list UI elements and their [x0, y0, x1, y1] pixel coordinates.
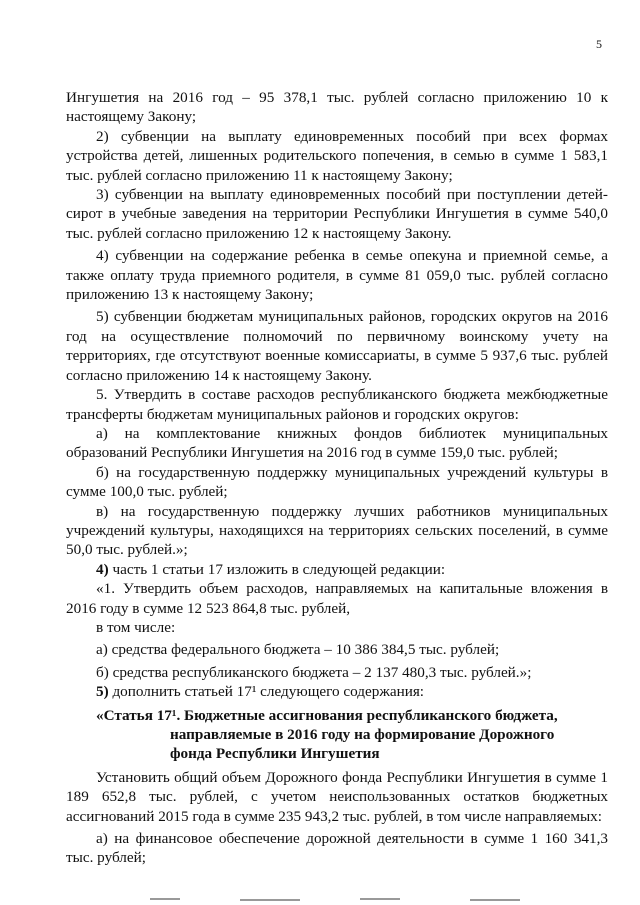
article-heading-line-2: направляемые в 2016 году на формирование Дорожного — [170, 726, 555, 743]
scan-artifact — [360, 898, 400, 900]
paragraph-subitem-v: в) на государственную поддержку лучших работников муниципальных учреждений культуры, находящихся на территориях сельских поселений, в сумме 50,0 тыс. рублей.»; — [66, 502, 608, 559]
paragraph-section-5: 5. Утвердить в составе расходов республиканского бюджета межбюджетные трансферты бюджетам муниципальных районов и городских округов: — [66, 386, 608, 423]
article-heading — [66, 706, 608, 764]
paragraph-republic-budget: б) средства республиканского бюджета – 2 137 480,3 тыс. рублей.»; — [96, 663, 532, 681]
item-marker: 4) — [96, 560, 109, 578]
scan-artifact — [150, 898, 180, 900]
paragraph-subitem-b: б) на государственную поддержку муниципальных учреждений культуры в сумме 100,0 тыс. рублей; — [66, 463, 608, 501]
paragraph-road-fund: Установить общий объем Дорожного фонда Республики Ингушетия в сумме 1 189 652,8 тыс. рублей, с учетом неиспользованных остатков бюджетных ассигнований 2015 года в сумме 235 943,2 тыс. рублей, в том числе направляемых: — [66, 768, 608, 825]
scan-artifact — [470, 899, 520, 901]
page-number: 5 — [596, 37, 602, 51]
paragraph-amendment-5: 5) дополнить статьей 17¹ следующего содержания: — [96, 683, 425, 701]
paragraph-subitem-a: а) на комплектование книжных фондов библиотек муниципальных образований Республики Ингушетия на 2016 год в сумме 159,0 тыс. рублей; — [66, 424, 608, 462]
document-body — [66, 88, 608, 868]
article-heading-line-1: «Статья 17¹. Бюджетные ассигнования республиканского бюджета, — [96, 706, 558, 724]
paragraph-item-4: 4) субвенции на содержание ребенка в семье опекуна и приемной семье, а также оплату труда приемного родителя, в сумме 81 059,0 тыс. рублей согласно приложению 13 к настоящему Закону; — [66, 247, 608, 304]
item-marker: 5) — [96, 683, 109, 701]
paragraph-item-3: 3) субвенции на выплату единовременных пособий при поступлении детей-сирот в учебные заведения на территории Республики Ингушетия в сумме 540,0 тыс. рублей согласно приложению 12 к настоящему Закону. — [66, 186, 608, 242]
paragraph-item-5: 5) субвенции бюджетам муниципальных районов, городских округов на 2016 год на осуществление полномочий по первичному воинскому учету на территориях, где отсутствуют военные комиссариаты, в сумме 5 937,6 тыс. рублей согласно приложению 14 к настоящему Закону. — [66, 308, 608, 384]
paragraph-item-2: 2) субвенции на выплату единовременных пособий при всех формах устройства детей, лишенных родительского попечения, в семью в сумме 1 583,1 тыс. рублей согласно приложению 11 к настоящему Закону; — [66, 127, 608, 184]
paragraph-federal-budget: а) средства федерального бюджета – 10 386 384,5 тыс. рублей; — [96, 641, 500, 659]
paragraph-including: в том числе: — [96, 618, 176, 636]
scan-artifact — [240, 899, 300, 901]
paragraph-amendment-4: 4) часть 1 статьи 17 изложить в следующей редакции: — [96, 560, 446, 578]
paragraph-continuation: Ингушетия на 2016 год – 95 378,1 тыс. рублей согласно приложению 10 к настоящему Закону; — [66, 89, 608, 126]
paragraph-capital-investments: «1. Утвердить объем расходов, направляемых на капитальные вложения в 2016 году в сумме 12 523 864,8 тыс. рублей, — [66, 580, 608, 617]
paragraph-road-activity: а) на финансовое обеспечение дорожной деятельности в сумме 1 160 341,3 тыс. рублей; — [66, 830, 608, 867]
article-heading-line-3: фонда Республики Ингушетия — [170, 745, 380, 763]
